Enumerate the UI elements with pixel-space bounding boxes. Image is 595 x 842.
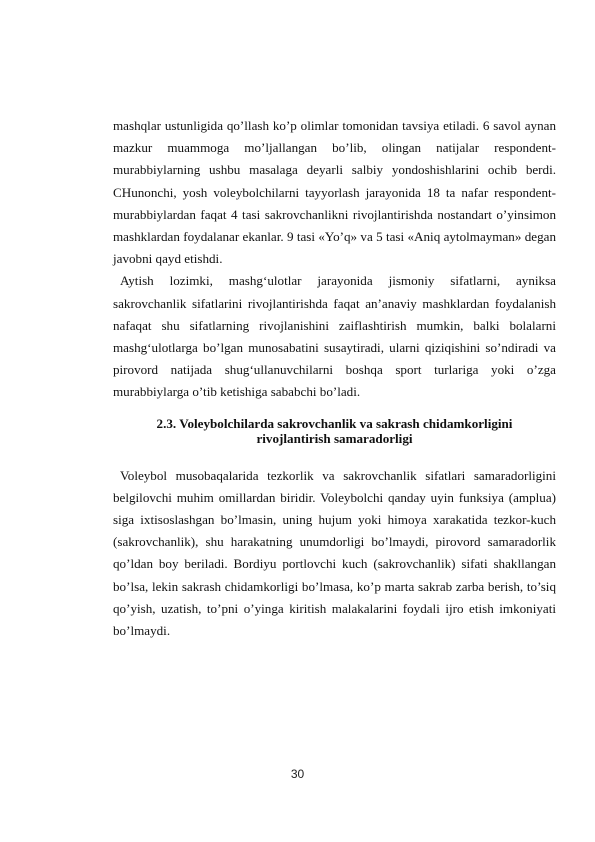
page-body — [113, 115, 556, 642]
body-paragraph: Aytish lozimki, mashg‘ulotlar jarayonida jismoniy sifatlarni, ayniksa sakrovchanlik sifatlarini rivojlantirishda faqat an’anaviy mashklardan foydalanish nafaqat shu sifatlarning rivojlanishini zaiflashtirish mumkin, balki bolalarni mashg‘ulotlarga bo’lgan munosabatini susaytiradi, ularni qiziqishini so’ndiradi va pirovord natijada shug‘ullanuvchilarni boshqa sport turlariga yoki o’zga murabbiylarga o’tib ketishiga sababchi bo’ladi. — [113, 273, 556, 400]
section-heading — [113, 416, 556, 447]
body-paragraph: Voleybol musobaqalarida tezkorlik va sakrovchanlik sifatlari samaradorligini belgilovchi muhim omillardan biridir. Voleybolchi qanday uyin funksiya (amplua) siga ixtisoslashgan bo’lmasin, uning hujum yoki himoya xarakatida tezkor-kuch (sakrovchanlik), shu harakatning unumdorligi bo’lmaydi, pirovord samaradorlik qo’ldan boy beriladi. Bordiyu portlovchi kuch (sakrovchanlik) sifati shakllangan bo’lsa, lekin sakrash chidamkorligi bo’lmasa, ko’p marta sakrab zarba berish, to’siq qo’yish, uzatish, to’pni o’yinga kiritish malakalarini foydali ijro etish imkoniyati bo’lmaydi. — [113, 467, 556, 639]
page-number: 30 — [290, 767, 305, 781]
section-heading-line-1: 2.3. Voleybolchilarda sakrovchanlik va sakrash chidamkorligini — [156, 415, 513, 431]
body-paragraph-continued: mashqlar ustunligida qo’llash ko’p olimlar tomonidan tavsiya etiladi. 6 savol aynan mazkur muammoga mo’ljallangan bo’lib, olingan natijalar respondent-murabbiylarning ushbu masalaga deyarli salbiy yondoshishlarini ochib berdi. CHunonchi, yosh voleybolchilarni tayyorlash jarayonida 18 ta nafar respondent-murabbiylardan faqat 4 tasi sakrovchanlikni rivojlantirishda nostandart o’yinsimon mashklardan foydalanar ekanlar. 9 tasi «Yo’q» va 5 tasi «Aniq aytolmayman» degan javobni qayd etishdi. — [113, 118, 556, 267]
section-heading-line-2: rivojlantirish samaradorligi — [256, 431, 413, 447]
